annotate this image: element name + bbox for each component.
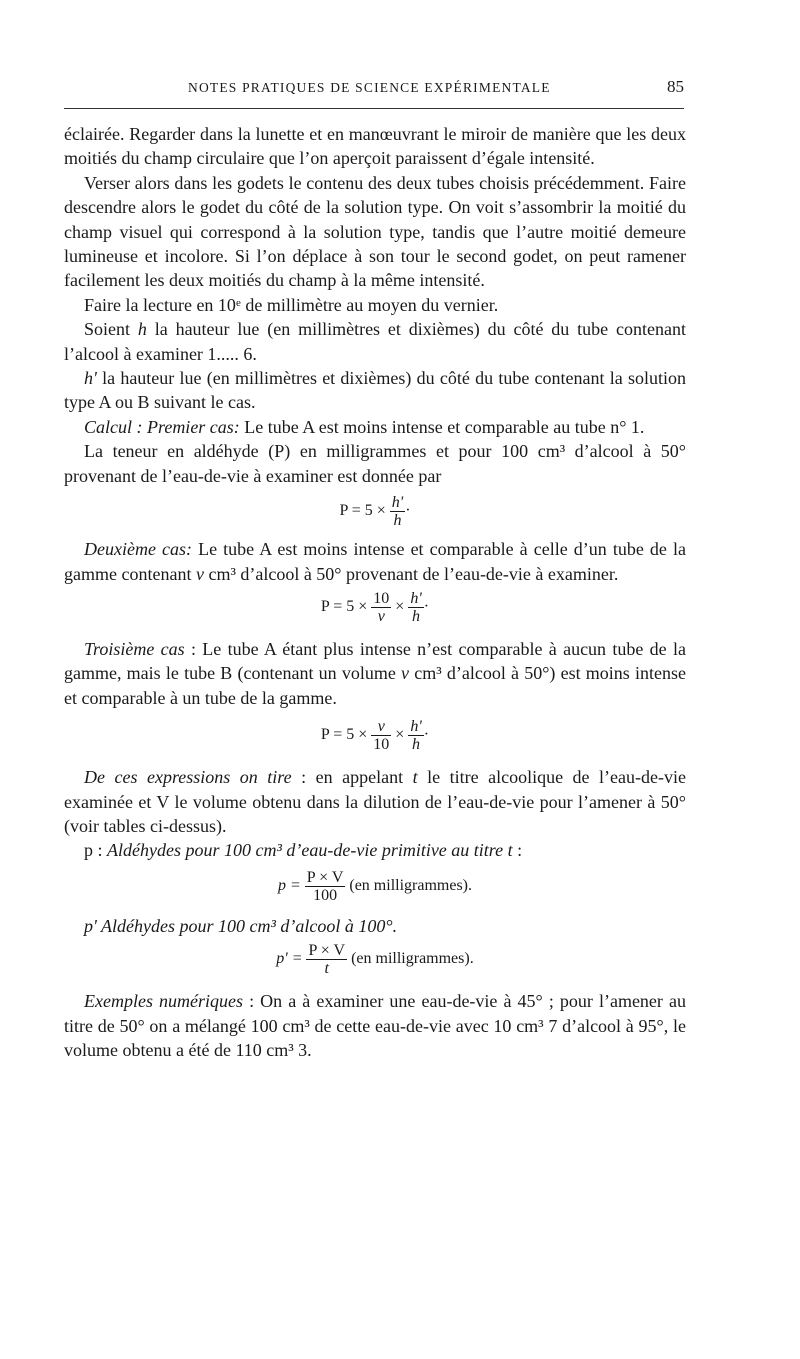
numerator: h' [391, 494, 404, 512]
text-run: : On a à examiner une eau-de-vie à 45° ; pour l’amener au titre de 50° on a mélangé 100 cm³ de cette eau-de-vie avec 10 cm³ 7 d’alcool à 95°, le volume obtenu a été de 110 cm³ 3. [64, 991, 686, 1060]
case-heading: Troisième cas [84, 638, 185, 659]
text-run: la hauteur lue (en millimètres et dixièmes) du côté du tube contenant l’alcool à examiner 1..... 6. [64, 319, 686, 364]
numerator: 10 [373, 589, 390, 607]
formula-end: · [423, 726, 430, 744]
text-run: Faire la lecture en 10 [84, 294, 236, 315]
denominator: v [371, 607, 391, 625]
paragraph [64, 914, 686, 938]
fraction [390, 494, 405, 529]
formula-end: · [405, 502, 411, 520]
variable: h' [84, 368, 97, 389]
paragraph [64, 765, 686, 838]
numerator: P × V [306, 868, 344, 886]
paragraph [64, 637, 686, 710]
text-run: de millimètre au moyen du vernier. [240, 294, 499, 315]
italic-definition: Aldéhydes pour 100 cm³ d’alcool à 100°. [101, 915, 398, 936]
formula-2 [64, 590, 686, 625]
paragraph [64, 989, 686, 1062]
paragraph [64, 317, 686, 366]
text-run: la hauteur lue (en millimètres et dixièmes) du côté du tube contenant la solution type A ou B suivant le cas. [64, 368, 686, 413]
fraction [371, 590, 391, 625]
paragraph: La teneur en aldéhyde (P) en milligrammes et pour 100 cm³ d’alcool à 50° provenant de l’eau-de-vie à examiner est donnée par [64, 441, 686, 486]
numerator: h' [410, 589, 422, 607]
formula-end: · [423, 598, 430, 616]
text-run: : en appelant [291, 767, 413, 788]
italic-definition: Aldéhydes pour 100 cm³ d’eau-de-vie primitive au titre t [107, 840, 513, 861]
text-run: cm³ d’alcool à 50°) est moins intense et comparable à un tube de la gamme. [64, 663, 686, 708]
fraction [305, 869, 346, 904]
page-header [64, 74, 684, 109]
superscript: e [235, 296, 241, 309]
formula-lhs: P = 5 × [320, 726, 368, 744]
denominator: h [408, 607, 423, 625]
paragraph [64, 415, 686, 439]
paragraph [64, 838, 686, 862]
case-heading: Deuxième cas: [84, 539, 193, 560]
formula-4 [64, 869, 686, 904]
text-run: : [512, 840, 523, 861]
formula-lhs: P = 5 × [320, 598, 368, 616]
denominator: 10 [373, 736, 390, 754]
variable: v [195, 563, 204, 584]
case-heading: Calcul : Premier cas: [84, 416, 240, 437]
formula-lhs: P = 5 × [339, 502, 386, 520]
text-run: Soient [84, 319, 138, 340]
formula-lhs: p' = [276, 950, 303, 968]
variable: h [137, 319, 147, 340]
fraction [306, 942, 347, 977]
denominator: t [306, 959, 347, 977]
paragraph [64, 293, 686, 317]
fraction [408, 718, 423, 753]
variable: p' [84, 915, 102, 936]
page-number: 85 [667, 77, 684, 96]
text-run: : Le tube A étant plus intense n’est comparable à aucun tube de la gamme, mais le tube B (contenant un volume [64, 638, 686, 684]
paragraph: éclairée. Regarder dans la lunette et en manœuvrant le miroir de manière que les deux moitiés du champ circulaire que l’on aperçoit paraissent d’égale intensité. [64, 124, 686, 169]
variable: t [412, 767, 418, 788]
formula-3 [64, 718, 686, 753]
formula-5 [64, 942, 686, 977]
numerator: P × V [308, 942, 346, 960]
running-head: NOTES PRATIQUES DE SCIENCE EXPÉRIMENTALE [188, 80, 551, 95]
denominator: h [390, 511, 405, 529]
variable: v [401, 663, 410, 684]
body-text [64, 122, 686, 1062]
paragraph [64, 366, 686, 415]
text-run: Le tube A est moins intense et comparable au tube n° 1. [239, 416, 645, 437]
text-run: Le tube A est moins intense et comparable à celle d’un tube de la gamme contenant [64, 539, 686, 584]
text-run: p : [84, 840, 108, 861]
fraction [408, 590, 423, 625]
text-run: le titre alcoolique de l’eau-de-vie examinée et V le volume obtenu dans la dilution de l’eau-de-vie pour l’amener à 50° (voir tables ci-dessus). [64, 767, 686, 836]
unit-note: (en milligrammes). [351, 950, 474, 968]
paragraph [64, 537, 686, 586]
paragraph: Verser alors dans les godets le contenu des deux tubes choisis précédemment. Faire descendre alors le godet du côté de la solution type. On voit s’assombrir la moitié du champ visuel qui correspond à la solution type, tandis que l’autre moitié demeure lumineuse et incolore. Si l’on déplace à son tour le second godet, on peut ramener facilement les deux moitiés du champ à la même intensité. [64, 172, 686, 291]
denominator: h [408, 735, 423, 753]
italic-lead: De ces expressions on tire [84, 767, 292, 788]
italic-lead: Exemples numériques [84, 991, 244, 1012]
numerator: h' [410, 718, 422, 736]
formula-1 [64, 494, 686, 529]
formula-lhs: p = [277, 876, 301, 894]
text-run: cm³ d’alcool à 50° provenant de l’eau-de-vie à examiner. [203, 563, 619, 584]
numerator: v [377, 718, 385, 736]
multiply-sign: × [395, 598, 405, 616]
unit-note: (en milligrammes). [349, 876, 473, 894]
multiply-sign: × [395, 726, 405, 744]
fraction [371, 718, 391, 753]
denominator: 100 [305, 886, 346, 904]
